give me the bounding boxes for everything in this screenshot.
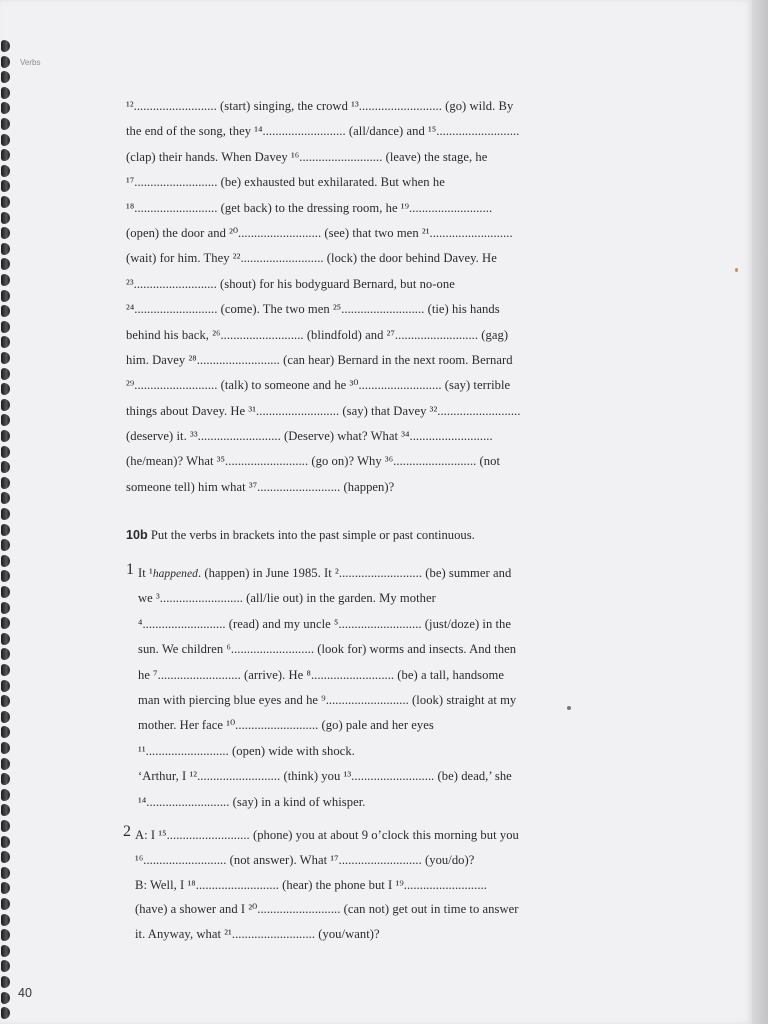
exercise-10b-item-1 [126, 561, 578, 815]
text-line: ¹².......................... (start) singing, the crowd ¹³.......................... (go) wild. By [126, 99, 514, 113]
paper-speck [567, 706, 571, 710]
line-prefix: It ¹ [138, 566, 153, 580]
spiral-binding [0, 0, 14, 1024]
text-line: ¹⁸.......................... (get back) to the dressing room, he ¹⁹.......................... [126, 200, 493, 215]
binding-ring [1, 383, 10, 395]
binding-ring [1, 368, 10, 380]
binding-ring [1, 680, 10, 692]
binding-ring [1, 945, 10, 957]
binding-ring [1, 804, 10, 816]
binding-ring [1, 336, 10, 348]
binding-ring [1, 40, 10, 52]
binding-ring [1, 539, 10, 551]
item-number: 1 [126, 561, 134, 578]
text-line: man with piercing blue eyes and he ⁹.......................... (look) straight at my [138, 692, 517, 707]
text-line: ¹¹.......................... (open) wide with shock. [138, 743, 355, 758]
binding-ring [1, 820, 10, 832]
binding-ring [1, 430, 10, 442]
binding-ring [1, 914, 10, 926]
exercise-10a-text [126, 94, 570, 500]
binding-ring [1, 960, 10, 972]
text-line: (open) the door and ²⁰.......................... (see) that two men ²¹.......................... [126, 225, 513, 240]
text-line: ¹⁷.......................... (be) exhausted but exhilarated. But when he [126, 175, 445, 190]
binding-ring [1, 648, 10, 660]
binding-ring [1, 617, 10, 629]
binding-ring [1, 243, 10, 255]
text-line: it. Anyway, what ²¹.......................... (you/want)? [135, 927, 380, 942]
binding-ring [1, 196, 10, 208]
binding-ring [1, 212, 10, 224]
binding-ring [1, 524, 10, 536]
text-line: we ³.......................... (all/lie out) in the garden. My mother [138, 591, 436, 606]
binding-ring [1, 898, 10, 910]
binding-ring [1, 633, 10, 645]
binding-ring [1, 258, 10, 270]
exercise-instruction: Put the verbs in brackets into the past simple or past continuous. [150, 528, 475, 542]
text-line: someone tell) him what ³⁷.......................... (happen)? [126, 479, 395, 494]
binding-ring [1, 929, 10, 941]
binding-ring [1, 352, 10, 364]
text-line: sun. We children ⁶.......................... (look for) worms and insects. And then [138, 642, 517, 657]
binding-ring [1, 976, 10, 988]
binding-ring [1, 180, 10, 192]
text-line: (clap) their hands. When Davey ¹⁶.......................... (leave) the stage, he [126, 149, 488, 164]
binding-ring [1, 882, 10, 894]
line-suffix: . (happen) in June 1985. It ².......................... (be) summer and [197, 566, 512, 580]
binding-ring [1, 227, 10, 239]
text-line: ²⁴.......................... (come). The two men ²⁵.......................... (tie) his hands [126, 302, 500, 317]
section-header: Verbs [20, 58, 41, 67]
binding-ring [1, 71, 10, 83]
text-line: he ⁷.......................... (arrive). He ⁸.......................... (be) a tall, handsome [138, 667, 504, 682]
exercise-10b-heading [126, 528, 475, 543]
binding-ring [1, 492, 10, 504]
binding-ring [1, 758, 10, 770]
binding-ring [1, 664, 10, 676]
page-edge [752, 0, 768, 1024]
binding-ring [1, 290, 10, 302]
binding-ring [1, 570, 10, 582]
binding-ring [1, 149, 10, 161]
text-line: him. Davey ²⁸.......................... (can hear) Bernard in the next room. Bernard [126, 352, 513, 367]
text-line: behind his back, ²⁶.......................... (blindfold) and ²⁷.......................... (gag) [126, 327, 509, 342]
text-line: (he/mean)? What ³⁵.......................... (go on)? Why ³⁶.......................... (not [126, 454, 501, 469]
text-line: the end of the song, they ¹⁴.......................... (all/dance) and ¹⁵.......................... [126, 124, 520, 139]
text-line: ¹⁴.......................... (say) in a kind of whisper. [138, 794, 366, 809]
binding-ring [1, 836, 10, 848]
paper-speck [735, 268, 738, 272]
item-number: 2 [123, 823, 131, 840]
binding-ring [1, 414, 10, 426]
binding-ring [1, 789, 10, 801]
text-line: ‘Arthur, I ¹².......................... (think) you ¹³.......................... (be) dead,’ she [138, 769, 512, 784]
binding-ring [1, 711, 10, 723]
exercise-10b-item-2 [123, 823, 575, 947]
binding-ring [1, 508, 10, 520]
text-line: (have) a shower and I ²⁰.......................... (can not) get out in time to answer [135, 902, 519, 917]
binding-ring [1, 274, 10, 286]
exercise-label: 10b [126, 528, 148, 542]
binding-ring [1, 477, 10, 489]
text-line: (deserve) it. ³³.......................... (Deserve) what? What ³⁴.......................... [126, 429, 493, 444]
binding-ring [1, 726, 10, 738]
binding-ring [1, 695, 10, 707]
binding-ring [1, 446, 10, 458]
binding-ring [1, 773, 10, 785]
binding-ring [1, 555, 10, 567]
text-line: things about Davey. He ³¹.......................... (say) that Davey ³².......................... [126, 403, 521, 418]
binding-ring [1, 867, 10, 879]
binding-ring [1, 118, 10, 130]
binding-ring [1, 305, 10, 317]
binding-ring [1, 1007, 10, 1019]
binding-ring [1, 321, 10, 333]
handwritten-answer: happened [152, 568, 198, 580]
text-line: A: I ¹⁵.......................... (phone) you at about 9 o’clock this morning but you [135, 828, 519, 842]
page-number: 40 [18, 986, 32, 1000]
text-line [138, 561, 578, 586]
text-line: mother. Her face ¹⁰.......................... (go) pale and her eyes [138, 718, 434, 733]
text-line: ⁴.......................... (read) and my uncle ⁵.......................... (just/doze) in the [138, 616, 512, 631]
binding-ring [1, 992, 10, 1004]
binding-ring [1, 851, 10, 863]
text-line: ²³.......................... (shout) for his bodyguard Bernard, but no-one [126, 276, 455, 291]
binding-ring [1, 586, 10, 598]
text-line: ²⁹.......................... (talk) to someone and he ³⁰.......................... (say) terrible [126, 378, 511, 393]
binding-ring [1, 87, 10, 99]
binding-ring [1, 102, 10, 114]
binding-ring [1, 602, 10, 614]
binding-ring [1, 742, 10, 754]
binding-ring [1, 399, 10, 411]
binding-ring [1, 461, 10, 473]
text-line: (wait) for him. They ²².......................... (lock) the door behind Davey. He [126, 251, 497, 266]
text-line: ¹⁶.......................... (not answer). What ¹⁷.......................... (you/do)? [135, 852, 475, 867]
binding-ring [1, 134, 10, 146]
binding-ring [1, 165, 10, 177]
binding-ring [1, 56, 10, 68]
text-line: B: Well, I ¹⁸.......................... (hear) the phone but I ¹⁹.......................... [135, 877, 487, 892]
